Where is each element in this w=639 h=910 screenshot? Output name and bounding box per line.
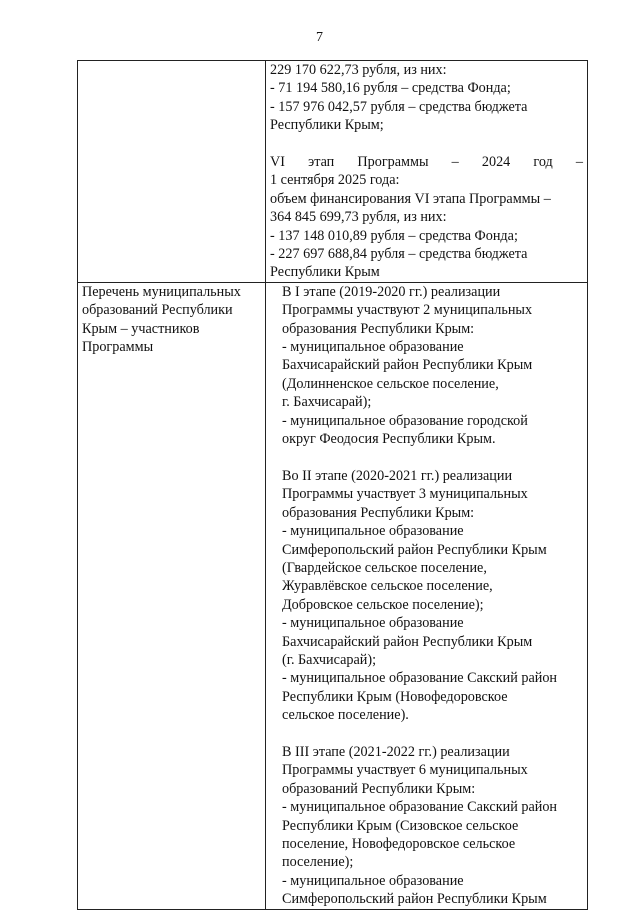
stage2-line: - муниципальное образование: [282, 523, 464, 540]
stage2-line: Симферопольский район Республики Крым: [282, 541, 547, 558]
funding-line: - 157 976 042,57 рубля – средства бюджета: [270, 98, 528, 115]
funding-line: - 71 194 580,16 рубля – средства Фонда;: [270, 80, 511, 97]
label-line: образований Республики: [82, 302, 233, 319]
stage2-line: Бахчисарайский район Республики Крым: [282, 633, 533, 650]
stage3-line: Республики Крым (Сизовское сельское: [282, 817, 519, 834]
stage6-heading-word: Программы: [357, 154, 429, 171]
stage2-line: Республики Крым (Новофедоровское: [282, 688, 508, 705]
stage2-line: - муниципальное образование: [282, 615, 464, 632]
stage2-line: (Гвардейское сельское поселение,: [282, 559, 487, 576]
stage1-line: образования Республики Крым:: [282, 320, 475, 337]
stage3-line: - муниципальное образование: [282, 872, 464, 889]
table-row-municipalities: [78, 282, 588, 909]
stage3-line: В III этапе (2021-2022 гг.) реализации: [282, 743, 510, 760]
row-label-cell: [78, 282, 266, 909]
stage3-line: Программы участвует 6 муниципальных: [282, 762, 528, 779]
stage3-line: поселение);: [282, 854, 354, 871]
stage6-line: Республики Крым: [270, 264, 380, 281]
stage6-heading-word: VI: [270, 154, 285, 171]
stage6-line: - 137 148 010,89 рубля – средства Фонда;: [270, 227, 518, 244]
stage2-line: Добровское сельское поселение);: [282, 596, 484, 613]
page-number: 7: [316, 30, 323, 45]
stage1-line: г. Бахчисарай);: [282, 394, 372, 411]
stage6-heading-word: –: [451, 154, 459, 171]
stage2-line: Журавлёвское сельское поселение,: [282, 578, 493, 595]
stage2-line: сельское поселение).: [282, 707, 409, 724]
label-line: Крым – участников: [82, 320, 200, 337]
stage3-line: образований Республики Крым:: [282, 780, 476, 797]
municipalities-cell: [266, 282, 588, 909]
stage6-line: - 227 697 688,84 рубля – средства бюджета: [270, 246, 528, 263]
paragraph-gap: [282, 725, 583, 743]
stage1-line: - муниципальное образование: [282, 339, 464, 356]
stage1-line: - муниципальное образование городской: [282, 412, 528, 429]
stage1-line: округ Феодосия Республики Крым.: [282, 431, 496, 448]
stage6-heading-word: –: [575, 154, 583, 171]
paragraph-gap: [270, 135, 583, 153]
program-passport-table: [77, 60, 588, 910]
stage1-line: Бахчисарайский район Республики Крым: [282, 357, 533, 374]
stage6-line: объем финансирования VI этапа Программы –: [270, 190, 551, 207]
stage2-line: образования Республики Крым:: [282, 504, 475, 521]
funding-line: Республики Крым;: [270, 117, 384, 134]
stage2-line: (г. Бахчисарай);: [282, 651, 377, 668]
stage6-heading-word: этап: [308, 154, 335, 171]
funding-block: [270, 61, 583, 282]
label-line: Программы: [82, 339, 154, 356]
stage3-line: Симферопольский район Республики Крым: [282, 891, 547, 908]
stage6-line: 364 845 699,73 рубля, из них:: [270, 209, 447, 226]
stage1-line: Программы участвуют 2 муниципальных: [282, 302, 533, 319]
municipalities-label: [82, 283, 261, 357]
stage3-line: - муниципальное образование Сакский район: [282, 799, 558, 816]
stage1-line: (Долинненское сельское поселение,: [282, 375, 499, 392]
stage6-heading-line: [270, 153, 583, 171]
row-label-cell: [78, 61, 266, 283]
stage6-heading-word: год: [533, 154, 553, 171]
stage6-line: 1 сентября 2025 года:: [270, 172, 400, 189]
stage2-line: Во II этапе (2020-2021 гг.) реализации: [282, 467, 513, 484]
municipalities-block: [270, 283, 583, 909]
stage6-heading-word: 2024: [481, 154, 511, 171]
table-row-funding: [78, 61, 588, 283]
label-line: Перечень муниципальных: [82, 283, 241, 300]
funding-cell: [266, 61, 588, 283]
stage1-line: В I этапе (2019-2020 гг.) реализации: [282, 283, 501, 300]
stage3-line: поселение, Новофедоровское сельское: [282, 836, 516, 853]
paragraph-gap: [282, 449, 583, 467]
stage2-line: Программы участвует 3 муниципальных: [282, 486, 528, 503]
funding-line: 229 170 622,73 рубля, из них:: [270, 62, 447, 78]
stage2-line: - муниципальное образование Сакский район: [282, 670, 558, 687]
